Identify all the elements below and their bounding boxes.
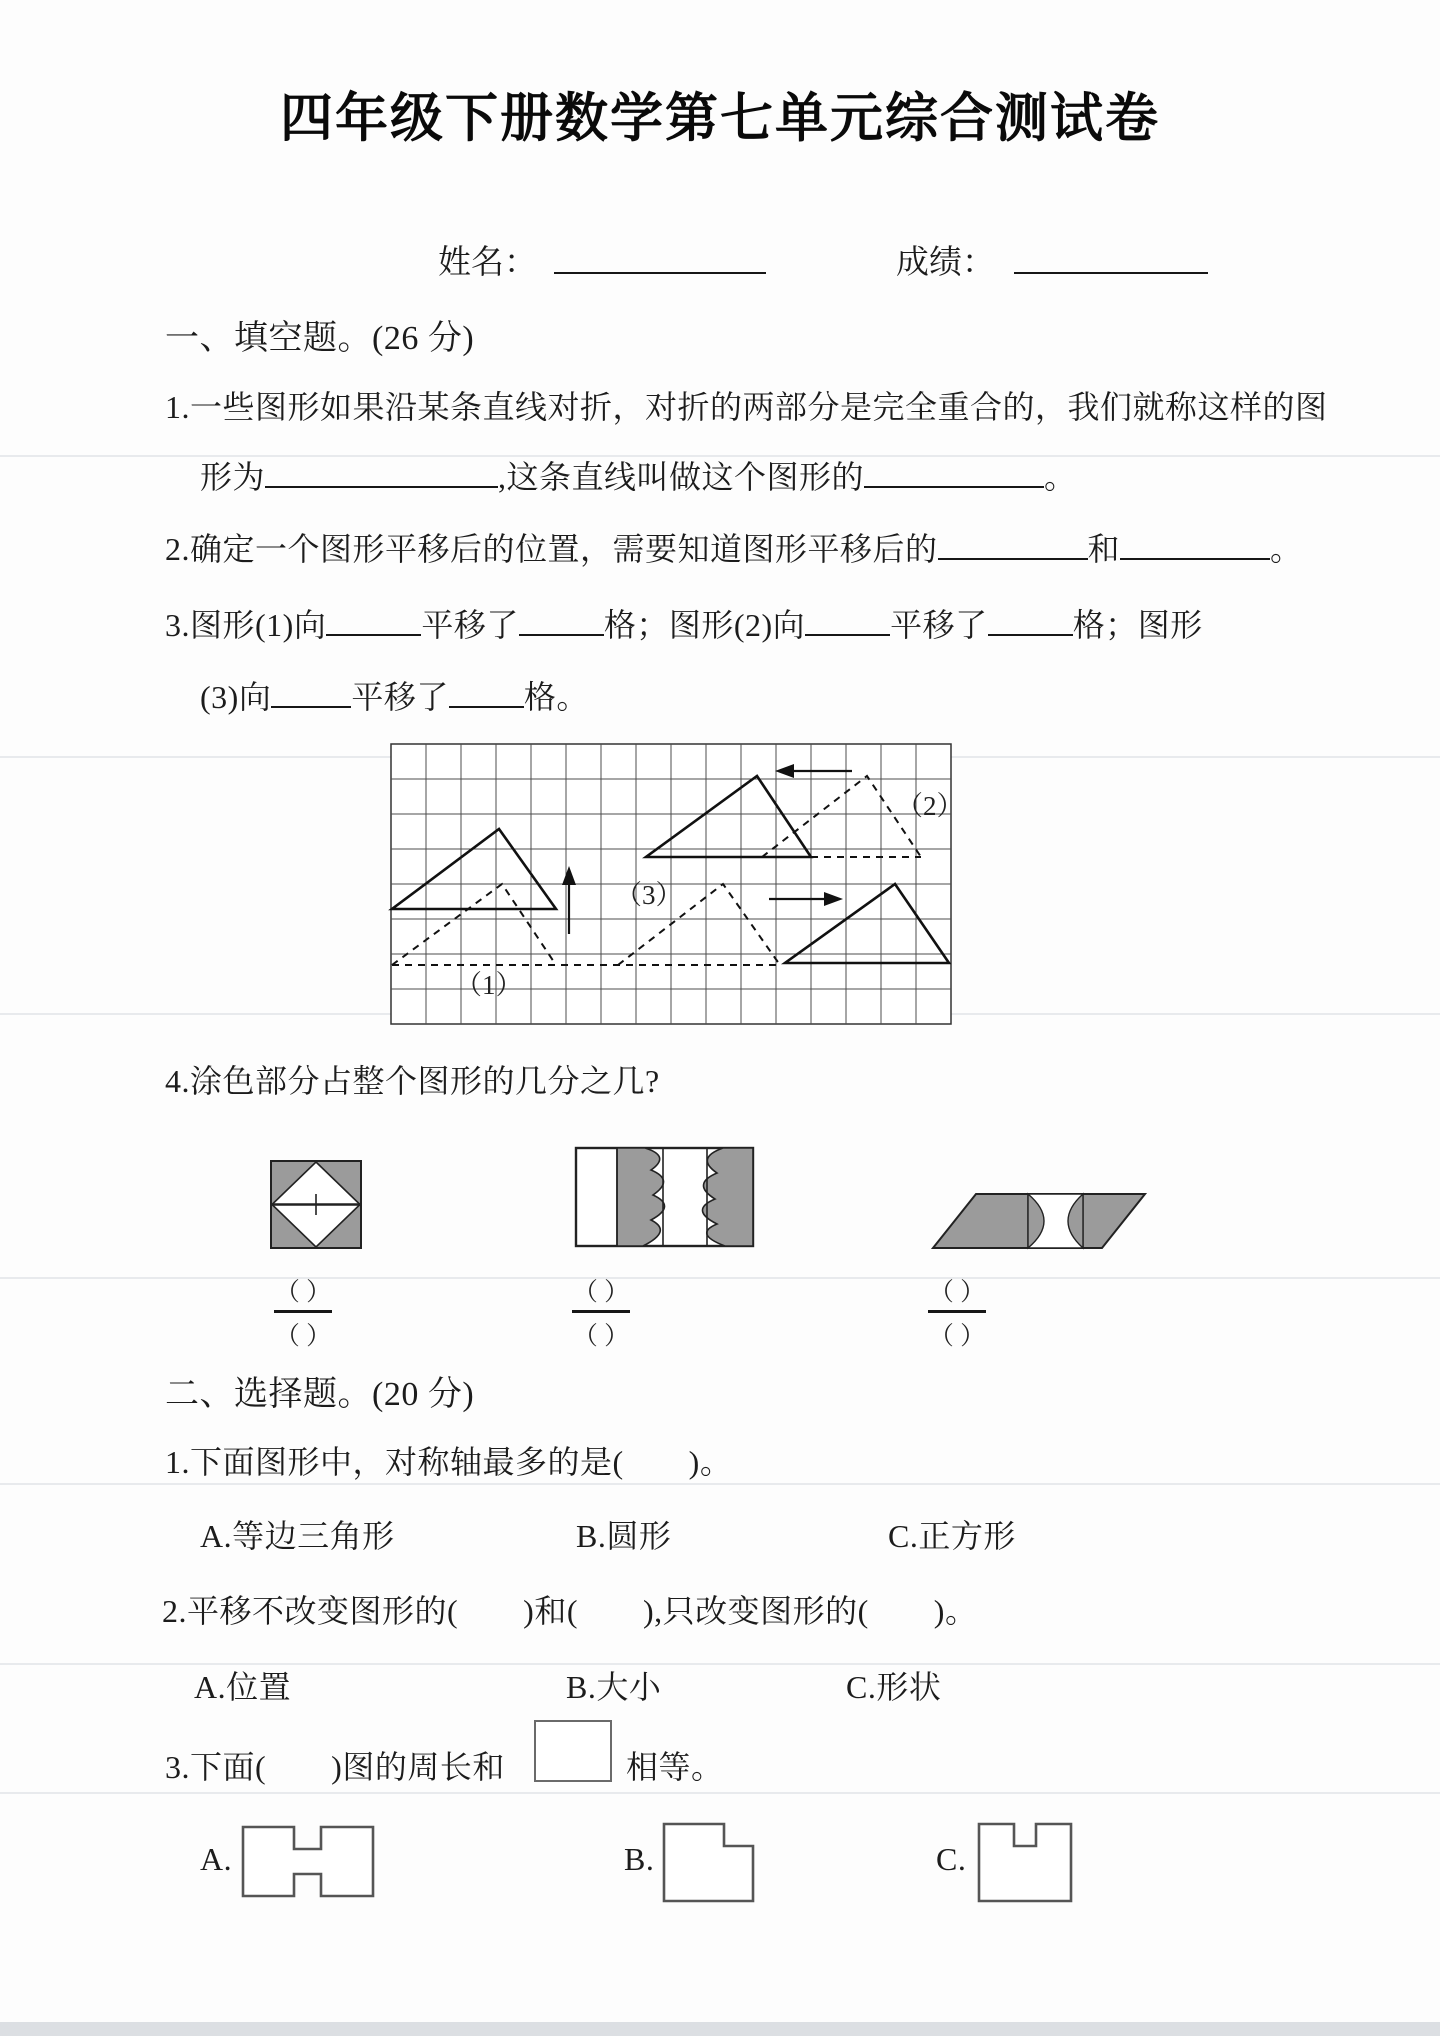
shape-option-label-a[interactable]: A. <box>200 1841 233 1877</box>
cloud-shade-left <box>617 1148 665 1246</box>
q1-line2-mid: ,这条直线叫做这个图形的 <box>498 459 865 495</box>
choice-q3-post: 相等。 <box>626 1749 724 1785</box>
fraction-bar <box>274 1310 332 1313</box>
q2-pre: 2.确定一个图形平移后的位置，需要知道图形平移后的 <box>165 531 938 567</box>
scan-artifact-line <box>0 1277 1440 1279</box>
choice-q2-option-a[interactable]: A.位置 <box>194 1669 292 1705</box>
q1-blank-1[interactable] <box>265 453 498 488</box>
q1-line2-end: 。 <box>1044 459 1077 495</box>
fraction-slot-3[interactable] <box>912 1272 1002 1352</box>
q1-line2-pre: 形为 <box>200 459 266 495</box>
q3-t6: (3)向 <box>200 679 272 715</box>
q3-blank-1[interactable] <box>326 601 421 636</box>
fraction-bar <box>928 1310 986 1313</box>
scan-bottom-strip <box>0 2022 1440 2036</box>
figure-label-3: （3） <box>615 880 683 910</box>
q3-blank-3[interactable] <box>805 601 890 636</box>
shape-option-label-c[interactable]: C. <box>936 1841 967 1877</box>
translation-grid-figure <box>390 743 964 1025</box>
section1-heading: 一、填空题。(26 分) <box>165 320 475 357</box>
q3-t7: 平移了 <box>351 679 449 715</box>
shape-option-label-b[interactable]: B. <box>624 1841 655 1877</box>
shape-option-c-notch-shape[interactable] <box>978 1823 1073 1903</box>
q4-line: 4.涂色部分占整个图形的几分之几? <box>165 1063 660 1099</box>
q1-line1: 1.一些图形如果沿某条直线对折，对折的两部分是完全重合的，我们就称这样的图 <box>165 389 1328 425</box>
q1-line2 <box>200 452 1077 498</box>
name-label: 姓名： <box>438 245 537 281</box>
figure-label-1: （1） <box>455 970 523 1000</box>
reference-square-box <box>534 1720 612 1782</box>
choice-q2-option-b[interactable]: B.大小 <box>566 1669 662 1705</box>
q3-line1 <box>165 600 1203 646</box>
section2-heading: 二、选择题。(20 分) <box>165 1376 475 1413</box>
q2-blank-2[interactable] <box>1120 525 1270 560</box>
q3-t1: 3.图形(1)向 <box>165 607 327 643</box>
q4-shape-cloud-rectangle <box>575 1147 754 1247</box>
q2-end: 。 <box>1270 531 1303 567</box>
name-blank[interactable] <box>554 242 766 274</box>
fraction3-numerator: （ ） <box>928 1279 986 1306</box>
q3-blank-6[interactable] <box>449 673 524 708</box>
q2-blank-1[interactable] <box>938 525 1088 560</box>
fraction-slot-1[interactable] <box>258 1272 348 1352</box>
fraction2-denominator: （ ） <box>572 1323 630 1350</box>
fraction1-denominator: （ ） <box>274 1323 332 1350</box>
fraction3-denominator: （ ） <box>928 1323 986 1350</box>
choice-q1-option-a[interactable]: A.等边三角形 <box>200 1518 395 1554</box>
fraction-bar <box>572 1310 630 1313</box>
q3-t5: 格；图形 <box>1072 607 1203 643</box>
scan-artifact-line <box>0 1792 1440 1794</box>
choice-q2-option-c[interactable]: C.形状 <box>846 1669 942 1705</box>
q1-blank-2[interactable] <box>864 453 1044 488</box>
q3-t8: 格。 <box>523 679 589 715</box>
score-label: 成绩： <box>896 245 995 281</box>
choice-q3-pre: 3.下面( )图的周长和 <box>165 1749 505 1785</box>
choice-q1-option-c[interactable]: C.正方形 <box>888 1518 1016 1554</box>
q2-mid: 和 <box>1087 531 1121 567</box>
choice-q1: 1.下面图形中，对称轴最多的是( )。 <box>165 1444 733 1480</box>
q3-blank-4[interactable] <box>988 601 1073 636</box>
score-blank[interactable] <box>1014 242 1208 274</box>
figure-label-2: （2） <box>896 791 964 821</box>
shape-option-a-h-shape[interactable] <box>242 1826 375 1898</box>
fraction-slot-2[interactable] <box>556 1272 646 1352</box>
shape-option-b-step-shape[interactable] <box>663 1823 755 1903</box>
q2-line <box>165 524 1303 570</box>
page-title: 四年级下册数学第七单元综合测试卷 <box>280 89 1160 148</box>
fraction2-numerator: （ ） <box>572 1279 630 1306</box>
q3-t4: 平移了 <box>890 607 988 643</box>
q4-shape-parallelogram <box>932 1193 1146 1249</box>
q3-blank-2[interactable] <box>519 601 604 636</box>
q3-blank-5[interactable] <box>271 673 351 708</box>
choice-q1-option-b[interactable]: B.圆形 <box>576 1518 672 1554</box>
q3-t2: 平移了 <box>421 607 519 643</box>
fraction1-numerator: （ ） <box>274 1279 332 1306</box>
scan-artifact-line <box>0 1483 1440 1485</box>
q3-t3: 格；图形(2)向 <box>603 607 806 643</box>
choice-q2: 2.平移不改变图形的( )和( ),只改变图形的( )。 <box>162 1593 978 1629</box>
q4-shape-diamond-square <box>270 1160 362 1249</box>
q3-line2 <box>200 672 589 718</box>
